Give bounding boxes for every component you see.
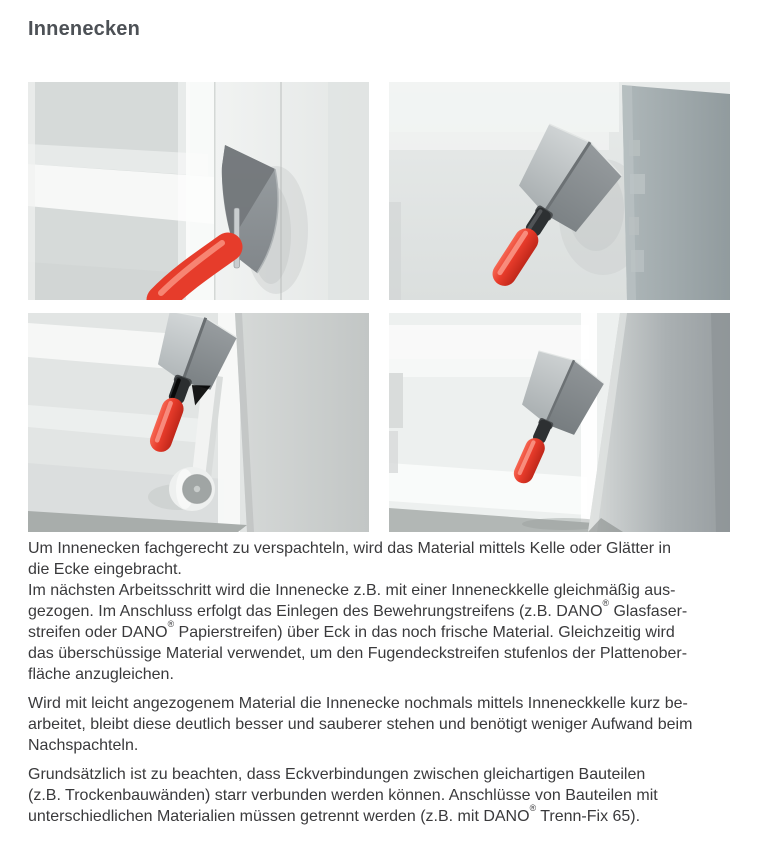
text-line: unterschiedlichen Materialien müssen getrennt werden (z.B. mit DANO® Trenn-Fix 65). — [28, 802, 641, 825]
text-line: die Ecke eingebracht. — [28, 561, 182, 578]
page-title: Innenecken — [28, 18, 141, 41]
text-line: Wird mit leicht angezogenem Material die Innenecke nochmals mittels Inneneckkelle kurz be- — [28, 695, 688, 712]
paragraph-2 — [28, 693, 740, 756]
paragraph-3 — [28, 764, 740, 827]
figure-corner-trowel-step-4 — [389, 313, 730, 532]
text-line: (z.B. Trockenbauwänden) starr verbunden werden können. Anschlüsse von Bauteilen mit — [28, 787, 658, 804]
text-line: Im nächsten Arbeitsschritt wird die Innenecke z.B. mit einer Inneneckkelle gleichmäßig aus- — [28, 582, 676, 599]
text-line: gezogen. Im Anschluss erfolgt das Einlegen des Bewehrungstreifens (z.B. DANO® Glasfaser- — [28, 597, 688, 620]
paragraph-1 — [28, 538, 740, 685]
text-line: das überschüssige Material verwendet, um den Fugendeckstreifen stufenlos der Plattenober- — [28, 645, 688, 662]
corner-trowel-illustration-1 — [28, 82, 369, 300]
text-line: fläche anzugleichen. — [28, 666, 174, 683]
text-line: Nachspachteln. — [28, 737, 139, 754]
text-line: Um Innenecken fachgerecht zu verspachteln, wird das Material mittels Kelle oder Glätter in — [28, 540, 671, 557]
corner-trowel-illustration-2 — [389, 82, 730, 300]
corner-trowel-illustration-3 — [28, 313, 369, 532]
figure-grid — [28, 82, 730, 532]
figure-corner-trowel-step-2 — [389, 82, 730, 300]
text-line: Grundsätzlich ist zu beachten, dass Eckverbindungen zwischen gleichartigen Bauteilen — [28, 766, 646, 783]
figure-corner-trowel-step-3 — [28, 313, 369, 532]
corner-trowel-illustration-4 — [389, 313, 730, 532]
body-text — [28, 538, 740, 827]
text-line: arbeitet, bleibt diese deutlich besser und sauberer stehen und benötigt weniger Aufwand beim — [28, 716, 693, 733]
figure-corner-trowel-step-1 — [28, 82, 369, 300]
text-line: streifen oder DANO® Papierstreifen) über Eck in das noch frische Material. Gleichzeitig wird — [28, 618, 675, 641]
